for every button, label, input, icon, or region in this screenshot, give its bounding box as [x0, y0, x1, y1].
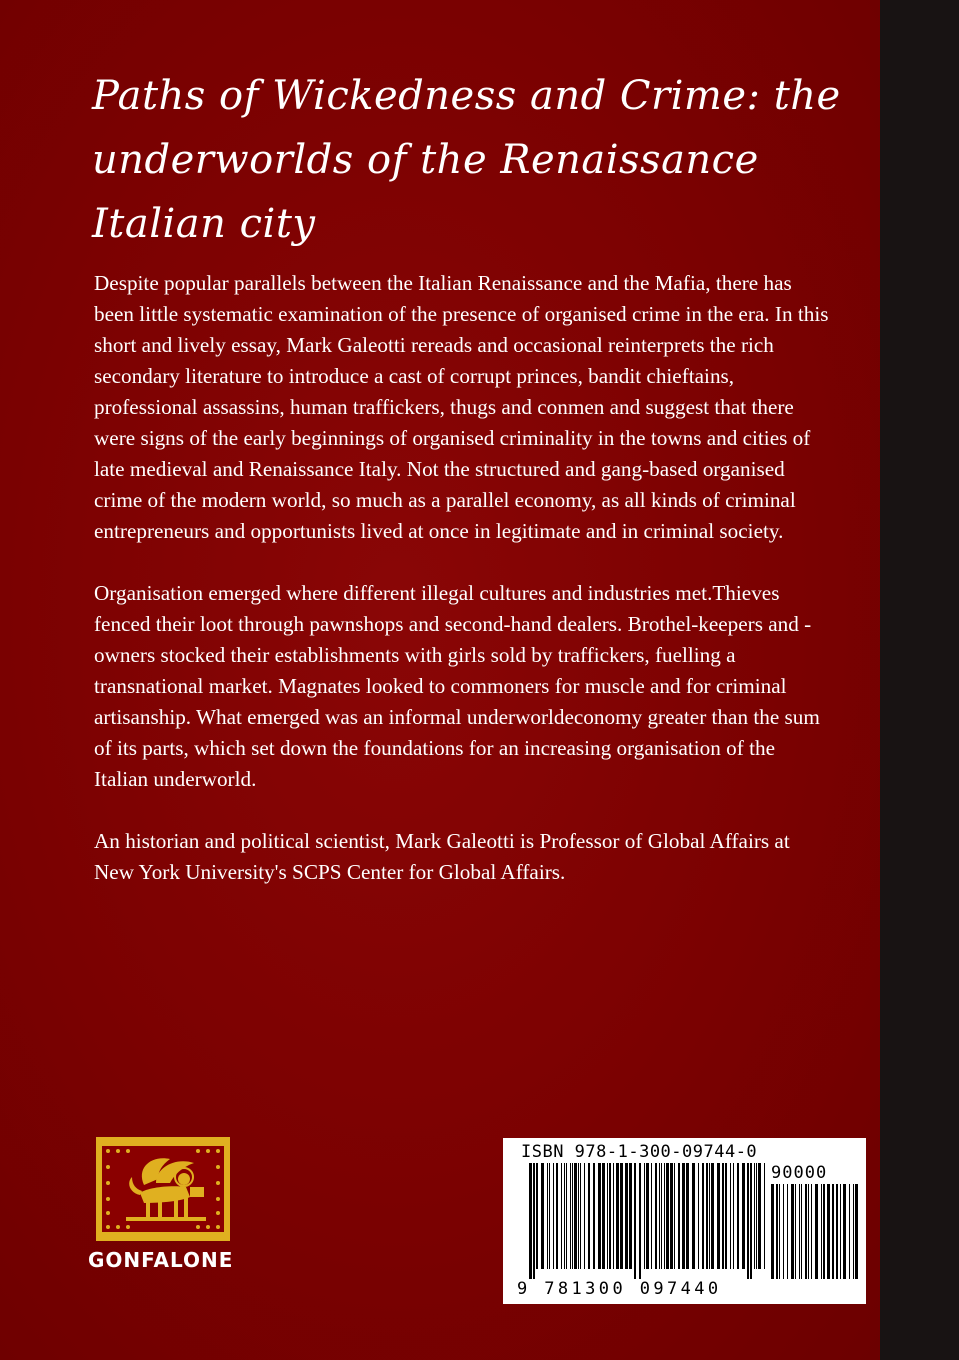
barcode-bar: [730, 1163, 731, 1269]
barcode-bar: [593, 1163, 595, 1269]
barcode-bar: [758, 1163, 761, 1269]
barcode-bar: [646, 1163, 649, 1269]
barcode-bar: [747, 1163, 749, 1279]
barcode-bar: [607, 1163, 608, 1269]
barcode-bar: [561, 1163, 562, 1269]
book-spine: [880, 0, 959, 1360]
barcode-bar: [711, 1163, 714, 1269]
barcode-bar: [634, 1163, 636, 1279]
barcode-bar: [536, 1163, 538, 1269]
barcode-bar: [686, 1163, 689, 1269]
ean-barcode-bars: [529, 1163, 765, 1279]
barcode-bar: [609, 1163, 611, 1269]
isbn-barcode: [503, 1138, 866, 1304]
blurb-paragraph: Organisation emerged where different illegal cultures and industries met.Thieves fenced their loot through pawnshops and second-hand dealers. Brothel-keepers and -owners stocked their establishments with girls sold by traffickers, fuelling a transnational market. Magnates looked to commoners for muscle and for criminal artisanship. What emerged was an informal underworldeconomy greater than the sum of its parts, which set down the foundations for an increasing organisation of the Italian underworld.: [94, 581, 820, 791]
barcode-bar: [853, 1184, 854, 1279]
isbn-label: ISBN 978-1-300-09744-0: [521, 1142, 758, 1162]
barcode-bar: [795, 1184, 796, 1279]
barcode-bar: [808, 1184, 809, 1279]
barcode-bar: [742, 1163, 745, 1269]
barcode-bar: [754, 1163, 755, 1269]
barcode-bar: [659, 1163, 660, 1269]
barcode-bar: [553, 1163, 554, 1269]
barcode-bar: [811, 1184, 812, 1279]
barcode-bar: [556, 1163, 558, 1269]
barcode-bar: [664, 1163, 665, 1269]
barcode-bar: [613, 1163, 614, 1269]
barcode-bar: [588, 1163, 590, 1269]
barcode-bar: [815, 1184, 818, 1279]
barcode-bar: [584, 1163, 585, 1269]
barcode-bar: [706, 1163, 708, 1269]
barcode-bar: [578, 1163, 579, 1269]
barcode-bar: [566, 1163, 567, 1269]
price-code: 90000: [771, 1163, 828, 1183]
barcode-bar: [639, 1163, 641, 1279]
barcode-bar: [666, 1163, 669, 1269]
barcode-bar: [564, 1163, 565, 1269]
barcode-bar: [625, 1163, 628, 1269]
barcode-bar: [722, 1163, 724, 1269]
barcode-bar: [547, 1163, 548, 1269]
barcode-bar: [698, 1163, 699, 1269]
barcode-bar: [692, 1163, 695, 1269]
barcode-bar: [598, 1163, 601, 1269]
barcode-bar: [750, 1163, 752, 1279]
barcode-bar: [574, 1163, 577, 1269]
barcode-bar: [629, 1163, 632, 1269]
barcode-bar: [541, 1163, 544, 1269]
barcode-bar: [533, 1163, 535, 1279]
barcode-bar: [661, 1163, 662, 1269]
barcode-bar: [832, 1184, 834, 1279]
barcode-bar: [616, 1163, 619, 1269]
blurb: [94, 268, 834, 919]
author-bio: An historian and political scientist, Mark Galeotti is Professor of Global Affairs at New York University's SCPS Center for Global Affairs.: [94, 829, 790, 884]
barcode-bar: [764, 1163, 765, 1269]
barcode-bar: [737, 1163, 739, 1269]
addon-barcode-bars: [771, 1184, 861, 1279]
barcode-bar: [529, 1163, 532, 1279]
barcode-bar: [651, 1163, 652, 1269]
barcode-bar: [799, 1184, 800, 1279]
barcode-bar: [776, 1184, 778, 1279]
barcode-bar: [827, 1184, 830, 1279]
barcode-bar: [787, 1184, 788, 1279]
publisher-name: GONFALONE: [88, 1248, 234, 1272]
barcode-bar: [549, 1163, 550, 1269]
barcode-bar: [733, 1163, 734, 1269]
barcode-bar: [821, 1184, 822, 1279]
barcode-bar: [771, 1184, 774, 1279]
barcode-bar: [678, 1163, 680, 1269]
barcode-bar: [717, 1163, 720, 1269]
barcode-bar: [843, 1184, 846, 1279]
barcode-bar: [709, 1163, 710, 1269]
barcode-bar: [801, 1184, 802, 1279]
barcode-bar: [620, 1163, 623, 1269]
barcode-bar: [840, 1184, 841, 1279]
barcode-bar: [805, 1184, 807, 1279]
barcode-bar: [570, 1163, 571, 1269]
barcode-bar: [855, 1184, 858, 1279]
barcode-bar: [849, 1184, 850, 1279]
barcode-bar: [674, 1163, 675, 1269]
barcode-bar: [836, 1184, 838, 1279]
book-title: Paths of Wickedness and Crime: the underworlds of the Renaissance Italian city: [92, 73, 841, 247]
barcode-bar: [655, 1163, 657, 1269]
barcode-bar: [572, 1163, 573, 1269]
barcode-bar: [670, 1163, 673, 1269]
barcode-bar: [580, 1163, 581, 1269]
barcode-bar: [702, 1163, 704, 1269]
barcode-bar: [725, 1163, 727, 1269]
barcode-bar: [791, 1184, 794, 1279]
barcode-bar: [682, 1163, 685, 1269]
barcode-bar: [783, 1184, 784, 1279]
barcode-bar: [644, 1163, 645, 1269]
blurb-paragraph: Despite popular parallels between the Italian Renaissance and the Mafia, there has been little systematic examination of the presence of organised crime in the era. In this short and lively essay, Mark Galeotti rereads and occasional reinterprets the rich secondary literature to introduce a cast of corrupt princes, bandit chieftains, professional assassins, human traffickers, thugs and conmen and suggest that there were signs of the early beginnings of organised criminality in the towns and cities of late medieval and Renaissance Italy. Not the structured and gang-based organised crime of the modern world, so much as a parallel economy, as all kinds of criminal entrepreneurs and opportunists lived at once in legitimate and in criminal society.: [94, 271, 829, 543]
barcode-bar: [823, 1184, 825, 1279]
barcode-bar: [756, 1163, 757, 1269]
ean-digits: 9 781300 097440: [517, 1279, 722, 1299]
barcode-bar: [779, 1184, 780, 1279]
barcode-bar: [602, 1163, 605, 1269]
winged-lion-of-st-mark-icon: [96, 1137, 230, 1241]
